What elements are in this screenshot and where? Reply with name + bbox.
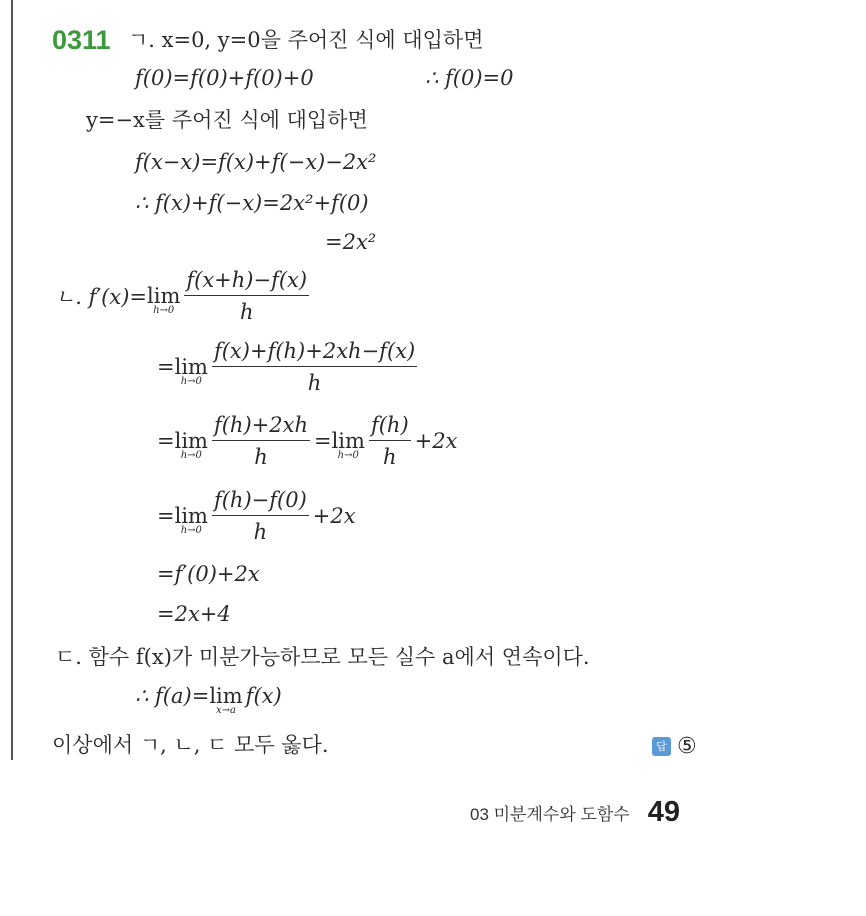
limit: lim h→0 (174, 429, 208, 461)
fraction: $\frac{f(h)+2xh}{h}$ (213, 413, 308, 469)
answer-value: ⑤ (677, 734, 697, 759)
fraction: $\frac{f(x)+f(h)+2xh-f(x)}{h}$ (213, 339, 416, 395)
part2-line5: =f′(0)+2x (157, 562, 260, 586)
limit: lim h→0 (147, 284, 181, 316)
fraction: $\frac{f(x+h)-f(x)}{h}$ (186, 268, 308, 324)
limit: lim h→0 (331, 429, 365, 461)
part2-line6: =2x+4 (157, 602, 231, 626)
part2-line4: = lim h→0 $\frac{f(h)-f(0)}{h}$ +2x (157, 488, 356, 544)
problem-number: 0311 (52, 25, 111, 55)
page-number: 49 (647, 796, 680, 828)
part1-intro: ㄱ. x=0, y=0을 주어진 식에 대입하면 (128, 28, 484, 52)
part1-intro2: y=−x를 주어진 식에 대입하면 (86, 108, 368, 132)
part1-eq3: ∴ f(x)+f(−x)=2x²+f(0) (135, 191, 369, 215)
part2-label: ㄴ. f′(x)= (55, 285, 148, 309)
limit: lim h→0 (174, 355, 208, 387)
limit: lim x→a (209, 684, 243, 716)
limit: lim h→0 (174, 504, 208, 536)
margin-rule (11, 0, 13, 760)
part2-line1 (55, 268, 313, 324)
answer-icon: 답 (652, 737, 671, 756)
part3-eq: ∴ f(a)= lim x→a f(x) (135, 684, 282, 716)
answer (652, 733, 697, 759)
part1-eq2: f(x−x)=f(x)+f(−x)−2x² (135, 150, 377, 174)
chapter-title: 03 미분계수와 도함수 (470, 805, 630, 824)
page-footer (470, 796, 680, 829)
part1-eq1: f(0)=f(0)+f(0)+0 (135, 66, 314, 90)
part2-line3: = lim h→0 $\frac{f(h)+2xh}{h}$ = lim h→0 $\frac{f(h)}{h}$ +2x (157, 413, 458, 469)
part2-line2: = lim h→0 $\frac{f(x)+f(h)+2xh-f(x)}{h}$ (157, 339, 416, 395)
part1-eq4: =2x² (325, 230, 377, 254)
part1-eq1-result: ∴ f(0)=0 (425, 66, 514, 90)
fraction: $\frac{f(h)}{h}$ (370, 413, 409, 469)
conclusion: 이상에서 ㄱ, ㄴ, ㄷ 모두 옳다. (52, 733, 329, 757)
part3-intro: ㄷ. 함수 f(x)가 미분가능하므로 모든 실수 a에서 연속이다. (55, 645, 590, 669)
fraction: $\frac{f(h)-f(0)}{h}$ (213, 488, 307, 544)
